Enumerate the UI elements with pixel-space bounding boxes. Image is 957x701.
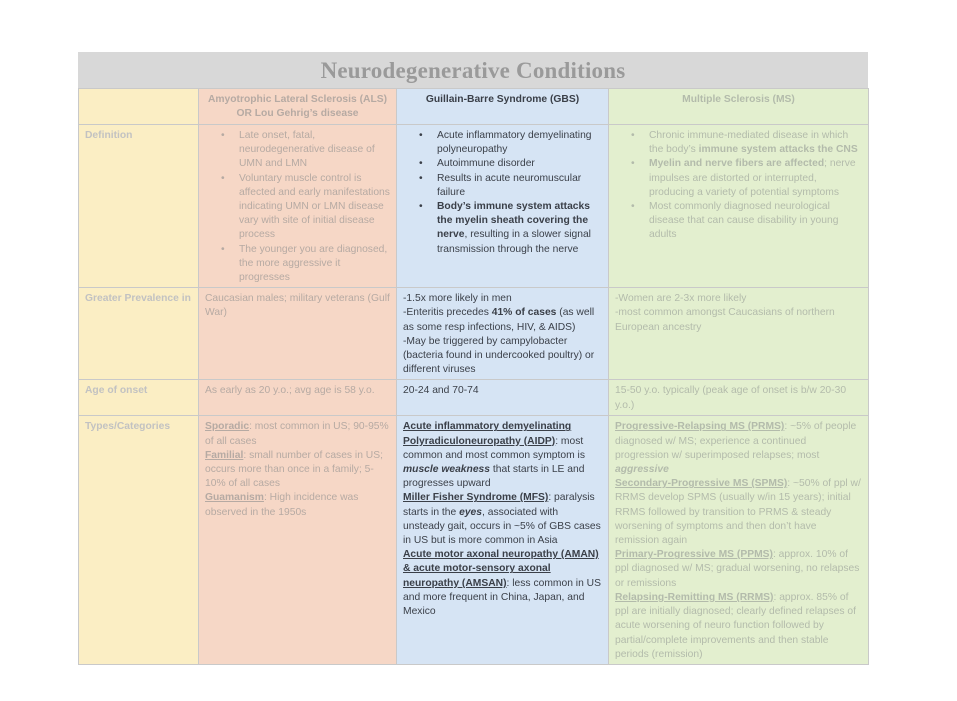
list-item: • The younger you are diagnosed, the more aggressive it progresses xyxy=(239,243,390,286)
category-entry: Miller Fisher Syndrome (MFS): paralysis starts in the eyes, associated with unsteady gait, occurs in ~5% of GBS cases in US but is more common in Asia xyxy=(403,492,601,547)
table-row-onset xyxy=(79,380,869,416)
cell-als-definition xyxy=(199,125,397,288)
category-entry: Acute inflammatory demyelinating Polyradiculoneuropathy (AIDP): most common and most common symptom is muscle weakness that starts in LE and progresses upward xyxy=(403,421,585,490)
conditions-table xyxy=(78,88,869,665)
text-line: -most common amongst Caucasians of northern European ancestry xyxy=(615,307,835,333)
ms-definition-list xyxy=(615,129,862,243)
header-gbs: Guillain-Barre Syndrome (GBS) xyxy=(397,89,609,125)
page-title: Neurodegenerative Conditions xyxy=(78,52,868,88)
cell-als-onset: As early as 20 y.o.; avg age is 58 y.o. xyxy=(199,380,397,416)
text-line: -Women are 2-3x more likely xyxy=(615,293,747,305)
list-item: • Late onset, fatal, neurodegenerative disease of UMN and LMN xyxy=(239,129,390,172)
table-row-definition xyxy=(79,125,869,288)
cell-ms-types xyxy=(609,416,869,664)
cell-gbs-types xyxy=(397,416,609,664)
text-line: -1.5x more likely in men xyxy=(403,293,512,305)
list-item: • Voluntary muscle control is affected and early manifestations indicating UMN or LMN disease vary with site of initial disease process xyxy=(239,172,390,243)
table-row-types xyxy=(79,416,869,664)
cell-gbs-prevalence xyxy=(397,288,609,380)
list-item: • Results in acute neuromuscular failure xyxy=(437,172,602,200)
list-item: • Chronic immune-mediated disease in which the body’s immune system attacks the CNS xyxy=(649,129,862,157)
category-entry: Sporadic: most common in US; 90-95% of all cases xyxy=(205,421,389,447)
list-item: • Acute inflammatory demyelinating polyneuropathy xyxy=(437,129,602,157)
als-definition-list xyxy=(205,129,390,285)
list-item: • Most commonly diagnosed neurological disease that can cause disability in young adults xyxy=(649,200,862,243)
category-entry: Secondary-Progressive MS (SPMS): ~50% of ppl w/ RRMS develop SPMS (usually w/in 15 years); initial RRMS followed by transition to PRMS & steady worsening of symptoms and then don’t have remission again xyxy=(615,478,861,547)
row-label-types: Types/Categories xyxy=(79,416,199,664)
row-label-definition: Definition xyxy=(79,125,199,288)
category-entry: Acute motor axonal neuropathy (AMAN) & acute motor-sensory axonal neuropathy (AMSAN): less common in US and more frequent in China, Japan, and Mexico xyxy=(403,549,601,618)
text-line: -May be triggered by campylobacter (bacteria found in undercooked poultry) or different viruses xyxy=(403,335,595,376)
header-corner-cell xyxy=(79,89,199,125)
category-entry: Relapsing-Remitting MS (RRMS): approx. 85% of ppl are initially diagnosed; clearly defined relapses of acute worsening of neuro function followed by partial/complete improvements and then stable periods (remission) xyxy=(615,591,856,660)
cell-gbs-definition xyxy=(397,125,609,288)
cell-als-prevalence: Caucasian males; military veterans (Gulf War) xyxy=(199,288,397,380)
gbs-definition-list xyxy=(403,129,602,257)
list-item: • Autoimmune disorder xyxy=(437,157,602,171)
text-line: -Enteritis precedes 41% of cases (as well as some resp infections, HIV, & AIDS) xyxy=(403,307,595,333)
category-entry: Familial: small number of cases in US; occurs more than once in a family; 5-10% of all cases xyxy=(205,449,383,490)
header-als: Amyotrophic Lateral Sclerosis (ALS) OR Lou Gehrig’s disease xyxy=(199,89,397,125)
cell-ms-onset: 15-50 y.o. typically (peak age of onset is b/w 20-30 y.o.) xyxy=(609,380,869,416)
category-entry: Guamanism: High incidence was observed in the 1950s xyxy=(205,492,359,518)
table-header-row xyxy=(79,89,869,125)
category-entry: Progressive-Relapsing MS (PRMS): ~5% of people diagnosed w/ MS; experience a continued progression w/ superimposed relapses; most aggressive xyxy=(615,421,857,476)
cell-ms-definition xyxy=(609,125,869,288)
document-sheet xyxy=(78,52,868,660)
list-item: • Myelin and nerve fibers are affected; nerve impulses are distorted or interrupted, producing a variety of potential symptoms xyxy=(649,157,862,200)
cell-ms-prevalence xyxy=(609,288,869,380)
list-item: • Body’s immune system attacks the myelin sheath covering the nerve, resulting in a slower signal transmission through the nerve xyxy=(437,200,602,257)
header-ms: Multiple Sclerosis (MS) xyxy=(609,89,869,125)
cell-gbs-onset: 20-24 and 70-74 xyxy=(397,380,609,416)
row-label-prevalence: Greater Prevalence in xyxy=(79,288,199,380)
category-entry: Primary-Progressive MS (PPMS): approx. 10% of ppl diagnosed w/ MS; gradual worsening, no relapses or remissions xyxy=(615,549,860,589)
row-label-onset: Age of onset xyxy=(79,380,199,416)
cell-als-types xyxy=(199,416,397,664)
table-row-prevalence xyxy=(79,288,869,380)
